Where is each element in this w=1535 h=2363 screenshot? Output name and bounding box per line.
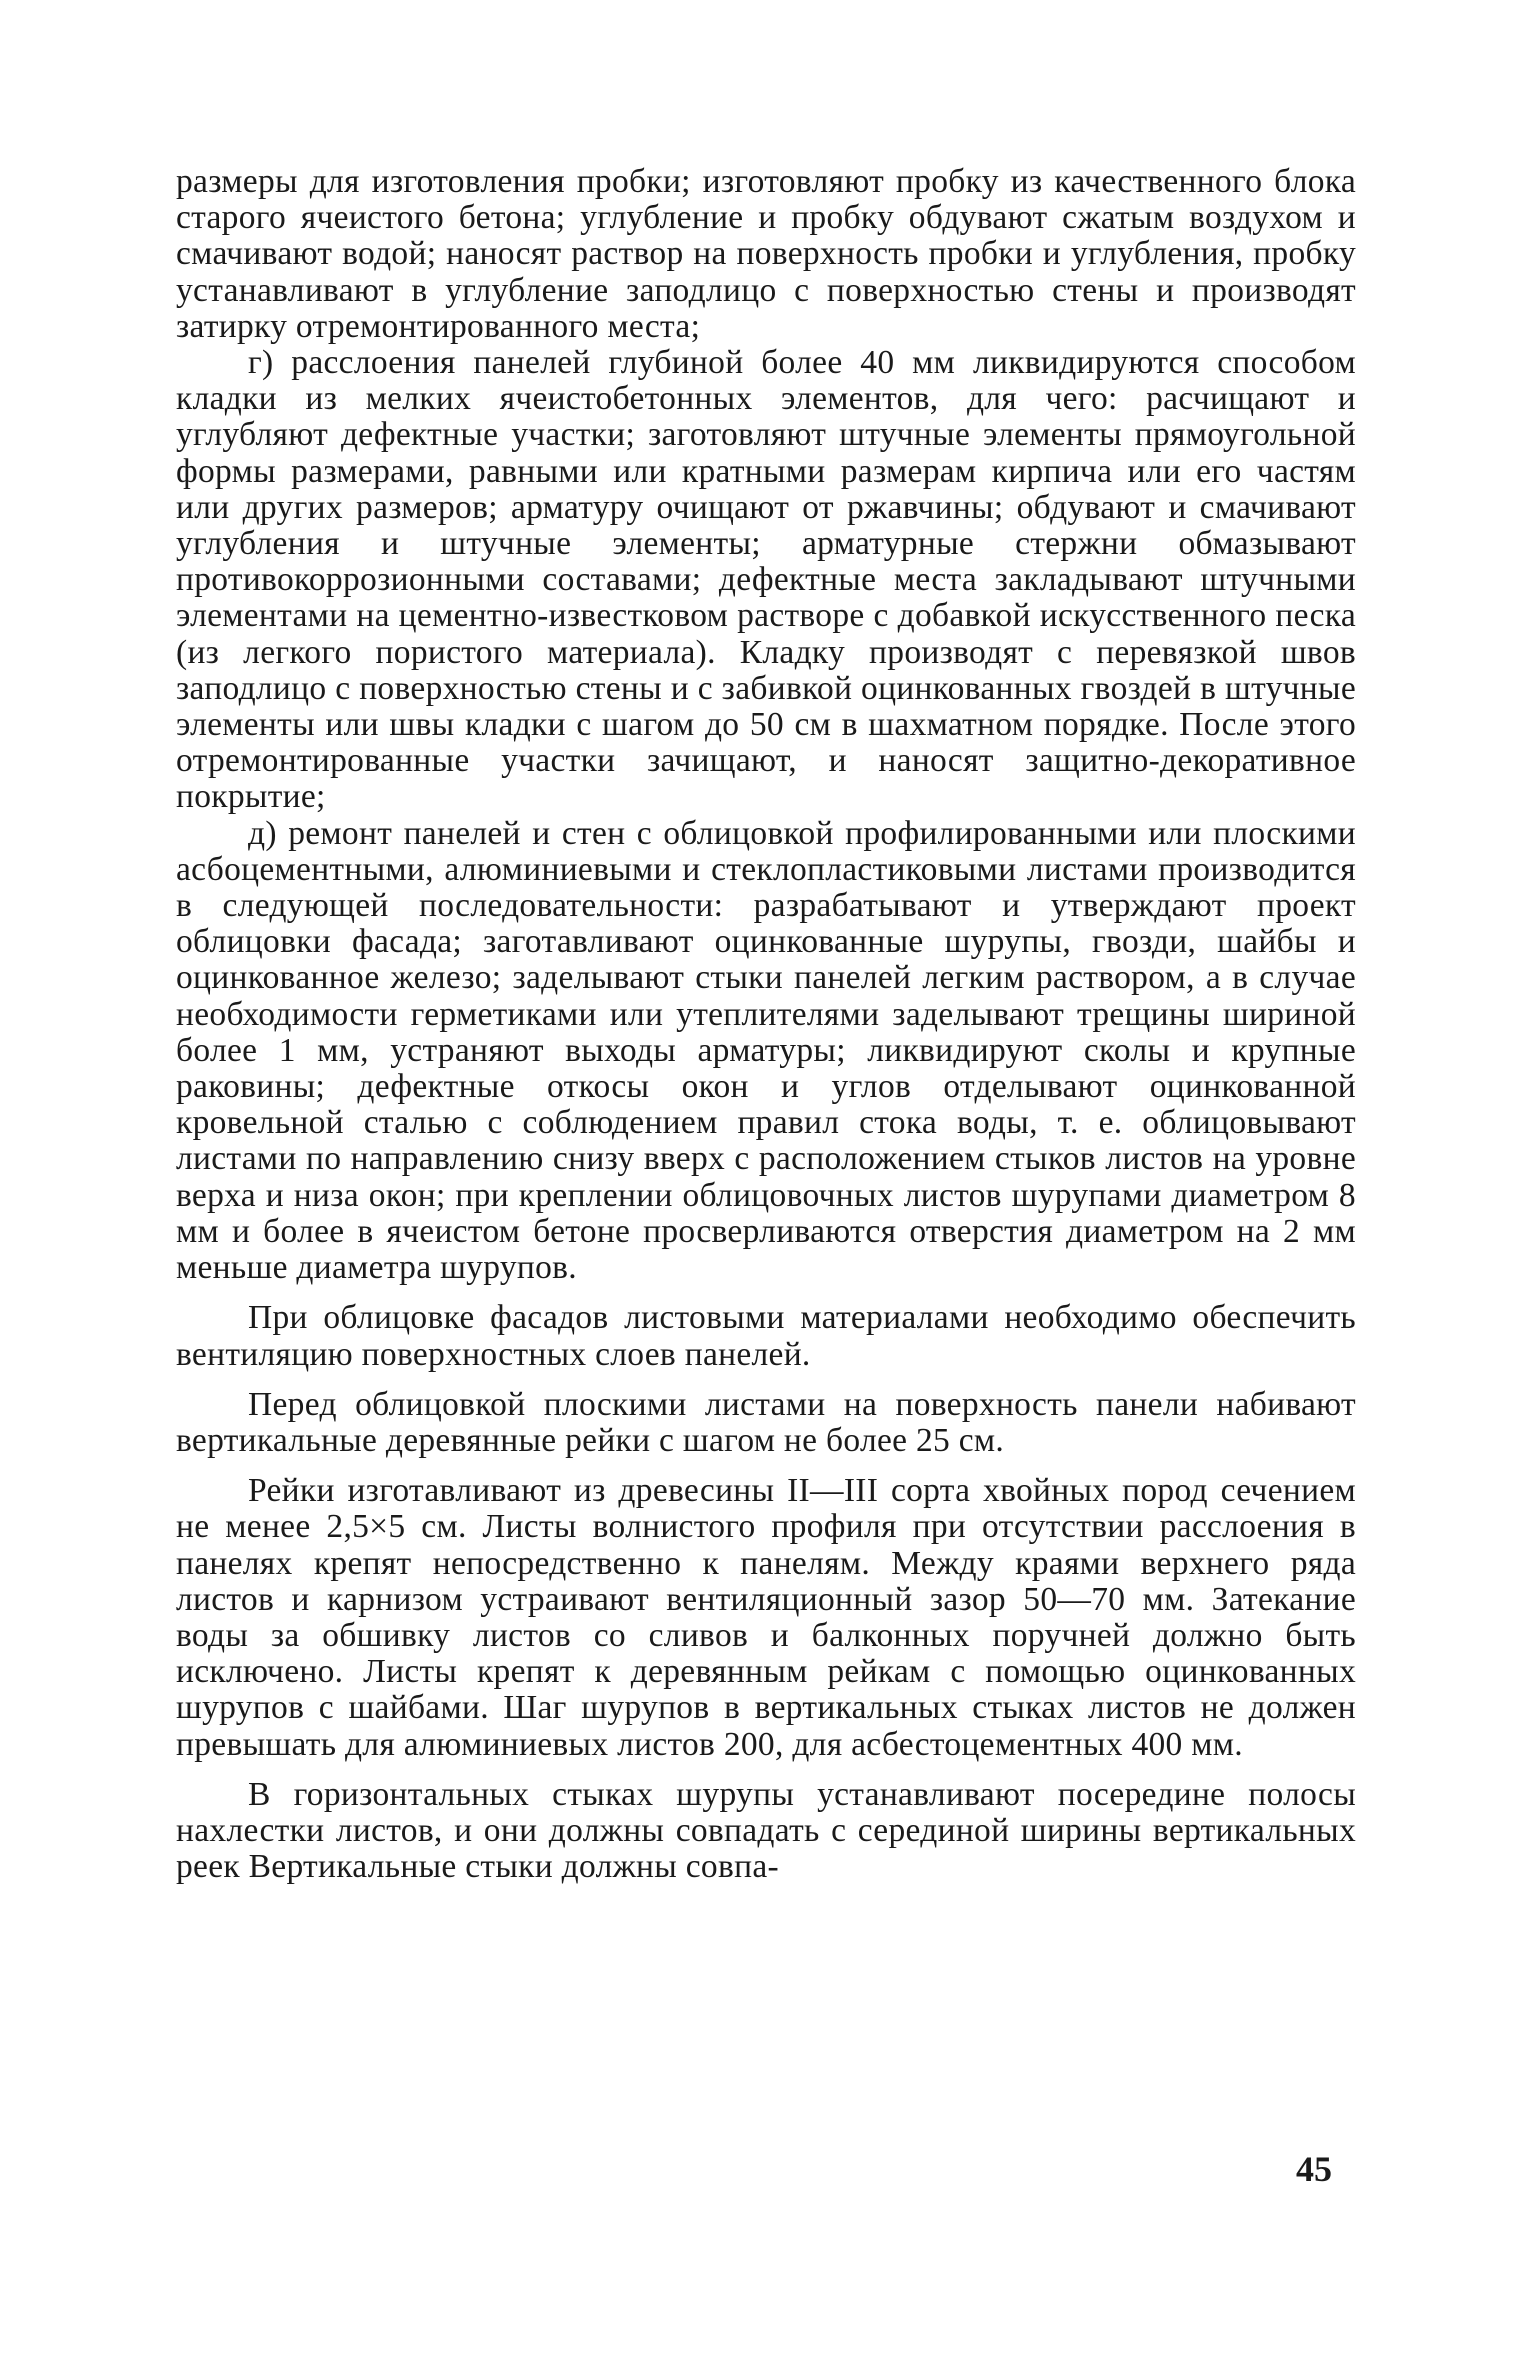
paragraph-item-d: д) ремонт панелей и стен с облицовкой профилированными или плоскими асбоцементными, алюминиевыми и стеклопластиковыми листами производится в следующей последовательности: разрабатывают и утверждают проект облицовки фасада; заготавливают оцинкованные шурупы, гвозди, шайбы и оцинкованное железо; заделывают стыки панелей легким раствором, а в случае необходимости герметиками или утеплителями заделывают трещины шириной более 1 мм, устраняют выходы арматуры; ликвидируют сколы и крупные раковины; дефектные откосы окон и углов отделывают оцинкованной кровельной сталью с соблюдением правил стока воды, т. е. облицовывают листами по направлению снизу вверх с расположением стыков листов на уровне верха и низа окон; при креплении облицовочных листов шурупами диаметром 8 мм и более в ячеистом бетоне просверливаются отверстия диаметром на 2 мм меньше диаметра шурупов. (176, 814, 1356, 1287)
paragraph-horizontal-joints: В горизонтальных стыках шурупы устанавливают посередине полосы нахлестки листов, и они должны совпадать с серединой ширины вертикальных реек Вертикальные стыки должны совпа- (176, 1775, 1356, 1886)
paragraph-item-g: г) расслоения панелей глубиной более 40 мм ликвидируются способом кладки из мелких ячеистобетонных элементов, для чего: расчищают и углубляют дефектные участки; заготовляют штучные элементы прямоугольной формы размерами, равными или кратными размерам кирпича или его частям или других размеров; арматуру очищают от ржавчины; обдувают и смачивают углубления и штучные элементы; арматурные стержни обмазывают противокоррозионными составами; дефектные места закладывают штучными элементами на цементно-известковом растворе с добавкой искусственного песка (из легкого пористого материала). Кладку производят с перевязкой швов заподлицо с поверхностью стены и с забивкой оцинкованных гвоздей в штучные элементы или швы кладки с шагом до 50 см в шахматном порядке. После этого отремонтированные участки зачищают, и наносят защитно-декоративное покрытие; (176, 344, 1356, 816)
paragraph-continuation: размеры для изготовления пробки; изготовляют пробку из качественного блока старого ячеистого бетона; углубление и пробку обдувают сжатым воздухом и смачивают водой; наносят раствор на поверхность пробки и углубления, пробку устанавливают в углубление заподлицо с поверхностью стены и производят затирку отремонтированного места; (176, 163, 1356, 345)
paragraph-battens: Перед облицовкой плоскими листами на поверхность панели набивают вертикальные деревянные рейки с шагом не более 25 см. (176, 1385, 1356, 1459)
page-body (176, 164, 1356, 1885)
page-number: 45 (1296, 2149, 1332, 2189)
paragraph-battens-material: Рейки изготавливают из древесины II—III сорта хвойных пород сечением не менее 2,5×5 см. Листы волнистого профиля при отсутствии расслоения в панелях крепят непосредственно к панелям. Между краями верхнего ряда листов и карнизом устраивают вентиляционный зазор 50—70 мм. Затекание воды за обшивку листов со сливов и балконных поручней должно быть исключено. Листы крепят к деревянным рейкам с помощью оцинкованных шурупов с шайбами. Шаг шурупов в вертикальных стыках листов не должен превышать для алюминиевых листов 200, для асбестоцементных 400 мм. (176, 1472, 1356, 1763)
paragraph-ventilation: При облицовке фасадов листовыми материалами необходимо обеспечить вентиляцию поверхностных слоев панелей. (176, 1299, 1356, 1373)
